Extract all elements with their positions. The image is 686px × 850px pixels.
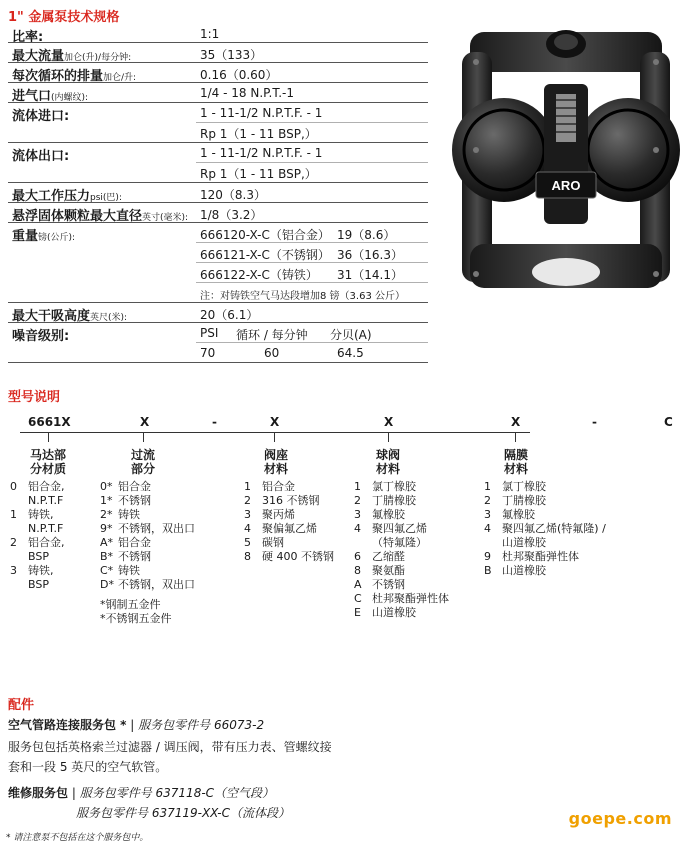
noise-value: 64.5 bbox=[337, 346, 364, 360]
weight-value: 19（8.6） bbox=[337, 228, 396, 242]
model-code-part: - bbox=[212, 415, 217, 429]
noise-value: 60 bbox=[264, 346, 280, 360]
watermark: goepe.com bbox=[568, 809, 672, 828]
repair-kit-line: 维修服务包 | 服务包零件号 637118-C（空气段） bbox=[8, 786, 275, 800]
air-kit-line: 空气管路连接服务包 * | 服务包零件号 66073-2 bbox=[8, 718, 265, 732]
column-header-motor: 马达部 分材质 bbox=[29, 448, 66, 476]
accessories-title: 配件 bbox=[8, 698, 35, 713]
model-code-part: X bbox=[140, 415, 150, 429]
weight-value: 31（14.1） bbox=[337, 268, 403, 282]
repair-kit-fluid: 服务包零件号 637119-XX-C（流体段） bbox=[76, 806, 291, 820]
spec-value: 1:1 bbox=[200, 27, 220, 41]
column-header-ball: 球阀 材料 bbox=[375, 448, 400, 476]
spec-label: 最大干吸高度英尺(米): bbox=[12, 309, 128, 324]
column-header-seat: 阀座 材料 bbox=[263, 448, 288, 476]
spec-label: 重量镑(公斤): bbox=[12, 229, 76, 244]
model-code-underline bbox=[20, 432, 530, 433]
seat-material-list: 1 铝合金 2 316 不锈钢 3 聚丙烯 4 聚偏氟乙烯 5 碳钢 8 硬 400 不锈钢 bbox=[244, 480, 334, 563]
footnote: * 请注意泵不包括在这个服务包中。 bbox=[6, 833, 149, 843]
air-kit-description: 套和一段 5 英尺的空气软管。 bbox=[8, 760, 168, 774]
noise-header: 分贝(A) bbox=[330, 328, 372, 342]
spec-value: 20（6.1） bbox=[200, 308, 259, 322]
noise-header: PSI bbox=[200, 326, 219, 340]
spec-label: 悬浮固体颗粒最大直径英寸(毫米): bbox=[12, 209, 189, 224]
noise-value: 70 bbox=[200, 346, 216, 360]
pump-image bbox=[452, 22, 680, 304]
spec-title: 1" 金属泵技术规格 bbox=[8, 10, 120, 25]
spec-label: 噪音级别: bbox=[12, 329, 70, 344]
spec-value: 1 - 11-1/2 N.P.T.F. - 1 bbox=[200, 106, 323, 120]
spec-value: Rp 1（1 - 11 BSP,） bbox=[200, 167, 317, 181]
model-code-part: X bbox=[384, 415, 394, 429]
model-code-part: C bbox=[664, 415, 673, 429]
spec-value: 120（8.3） bbox=[200, 188, 266, 202]
spec-label: 最大工作压力psi(巴): bbox=[12, 189, 122, 204]
wetted-material-list: 0* 铝合金 1* 不锈钢 2* 铸铁 9* 不锈钢，双出口 A* 铝合金 B* 不锈钢 C* 铸铁 D* 不锈钢，双出口 *钢制五金件 *不锈钢五金件 bbox=[100, 480, 195, 625]
ball-material-list: 1 氯丁橡胶 2 丁腈橡胶 3 氟橡胶 4 聚四氟乙烯 （特氟隆） 6 乙缩醛 8 聚氨酯 A 不锈钢 C 杜邦聚酯弹性体 E 山道橡胶 bbox=[354, 480, 449, 619]
model-section-title: 型号说明 bbox=[8, 390, 61, 405]
spec-value: 1/4 - 18 N.P.T.-1 bbox=[200, 86, 295, 100]
spec-label: 每次循环的排量加仑/升: bbox=[12, 69, 137, 84]
spec-label: 进气口(内螺纹): bbox=[12, 89, 89, 104]
column-header-wetted: 过流 部分 bbox=[130, 448, 155, 476]
spec-value: 1 - 11-1/2 N.P.T.F. - 1 bbox=[200, 146, 323, 160]
noise-header: 循环 / 每分钟 bbox=[236, 328, 308, 342]
spec-value: Rp 1（1 - 11 BSP,） bbox=[200, 127, 317, 141]
model-code-part: 6661X bbox=[28, 415, 71, 429]
weight-model: 666121-X-C（不锈钢） bbox=[200, 248, 330, 262]
column-header-diaphragm: 隔膜 材料 bbox=[503, 448, 528, 476]
spec-value: 35（133） bbox=[200, 48, 263, 62]
hardware-note: *钢制五金件 bbox=[100, 598, 161, 611]
spec-label: 流体出口: bbox=[12, 149, 70, 164]
motor-material-list: 0 铝合金, N.P.T.F 1 铸铁, N.P.T.F 2 铝合金, BSP 3 铸铁, BSP bbox=[10, 480, 65, 591]
weight-model: 666122-X-C（铸铁） bbox=[200, 268, 318, 282]
diaphragm-material-list: 1 氯丁橡胶 2 丁腈橡胶 3 氟橡胶 4 聚四氟乙烯(特氟隆) / 山道橡胶 9 杜邦聚酯弹性体 B 山道橡胶 bbox=[484, 480, 606, 577]
spec-label: 流体进口: bbox=[12, 109, 70, 124]
spec-label: 最大流量加仑(升)/每分钟: bbox=[12, 49, 132, 64]
weight-value: 36（16.3） bbox=[337, 248, 403, 262]
hardware-note: *不锈钢五金件 bbox=[100, 612, 172, 625]
model-code-part: X bbox=[511, 415, 521, 429]
spec-value: 0.16（0.60） bbox=[200, 68, 278, 82]
model-code-part: - bbox=[592, 415, 597, 429]
spec-value: 1/8（3.2） bbox=[200, 208, 263, 222]
air-kit-description: 服务包包括英格索兰过滤器 / 调压阀，带有压力表、管螺纹接 bbox=[8, 740, 332, 754]
model-code-part: X bbox=[270, 415, 280, 429]
spec-label: 比率: bbox=[12, 30, 44, 45]
weight-note: 注：对铸铁空气马达段增加8 镑（3.63 公斤） bbox=[200, 291, 405, 302]
aro-logo: ARO bbox=[551, 178, 581, 193]
weight-model: 666120-X-C（铝合金） bbox=[200, 228, 330, 242]
